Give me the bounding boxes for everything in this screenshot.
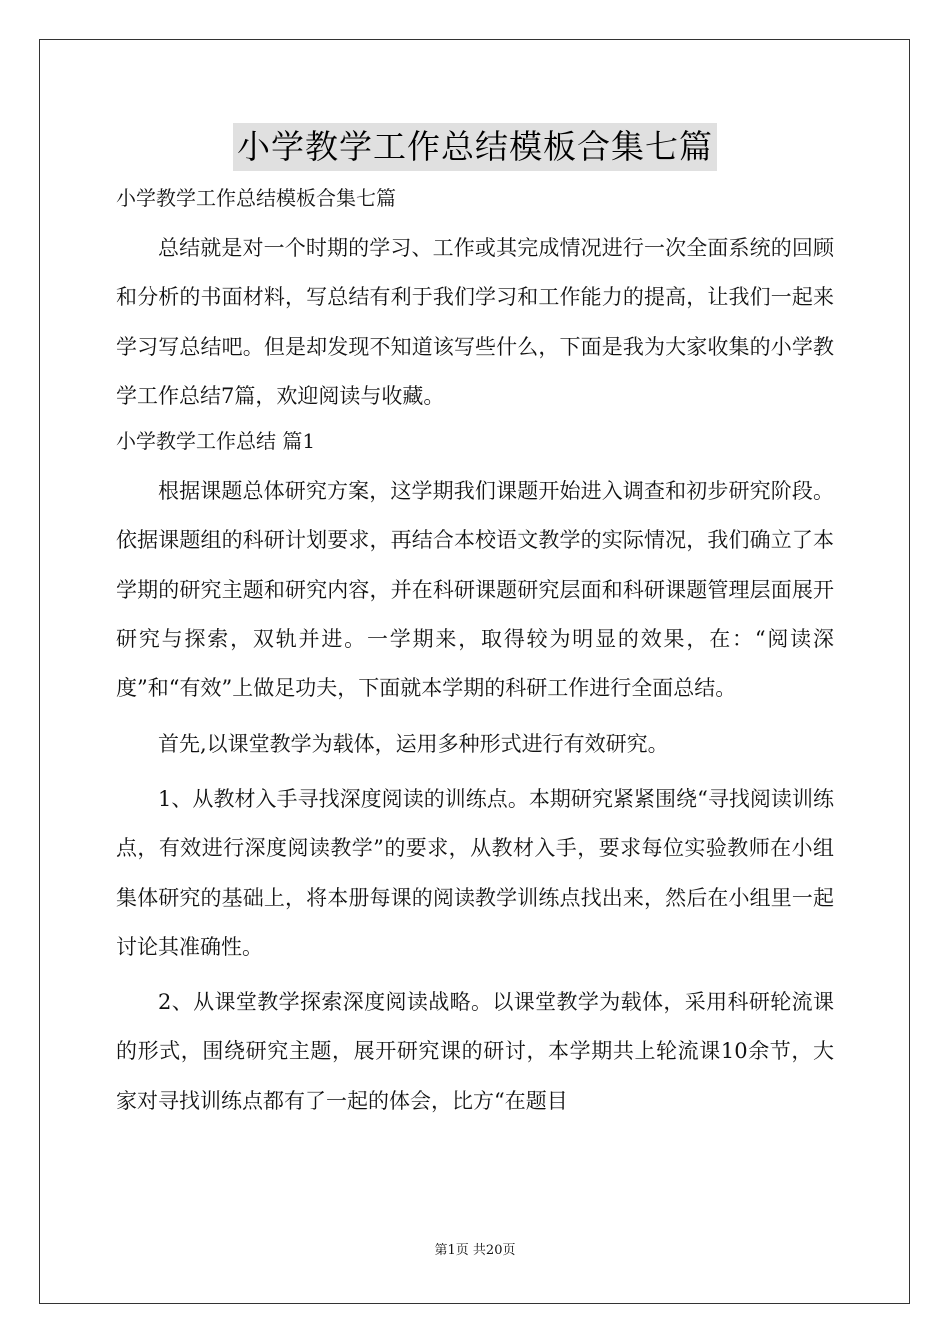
- document-subtitle: 小学教学工作总结模板合集七篇: [116, 186, 396, 210]
- intro-paragraph: 总结就是对一个时期的学习、工作或其完成情况进行一次全面系统的回顾和分析的书面材料，写总结有利于我们学习和工作能力的提高，让我们一起来学习写总结吧。但是却发现不知道该写些什么，下面是我为大家收集的小学教学工作总结7篇，欢迎阅读与收藏。: [116, 236, 834, 408]
- body-paragraph: 2、从课堂教学探索深度阅读战略。以课堂教学为载体，采用科研轮流课的形式，围绕研究主题，展开研究课的研讨，本学期共上轮流课10余节，大家对寻找训练点都有了一起的体会，比方“在题目: [116, 990, 834, 1113]
- section-heading: 小学教学工作总结 篇1: [116, 429, 316, 454]
- body-paragraph: 1、从教材入手寻找深度阅读的训练点。本期研究紧紧围绕“寻找阅读训练点，有效进行深度阅读教学”的要求，从教材入手，要求每位实验教师在小组集体研究的基础上，将本册每课的阅读教学训练点找出来，然后在小组里一起讨论其准确性。: [116, 786, 834, 959]
- document-body: [116, 178, 834, 1126]
- document-title: 小学教学工作总结模板合集七篇: [233, 123, 717, 171]
- body-paragraph: 首先,以课堂教学为载体，运用多种形式进行有效研究。: [158, 731, 669, 756]
- title-container: [0, 123, 950, 171]
- page-footer: 第1页 共20页: [434, 1243, 516, 1258]
- body-paragraph: 根据课题总体研究方案，这学期我们课题开始进入调查和初步研究阶段。依据课题组的科研计划要求，再结合本校语文教学的实际情况，我们确立了本学期的研究主题和研究内容，并在科研课题研究层面和科研课题管理层面展开研究与探索，双轨并进。一学期来，取得较为明显的效果，在：“阅读深度”和“有效”上做足功夫，下面就本学期的科研工作进行全面总结。: [116, 479, 834, 701]
